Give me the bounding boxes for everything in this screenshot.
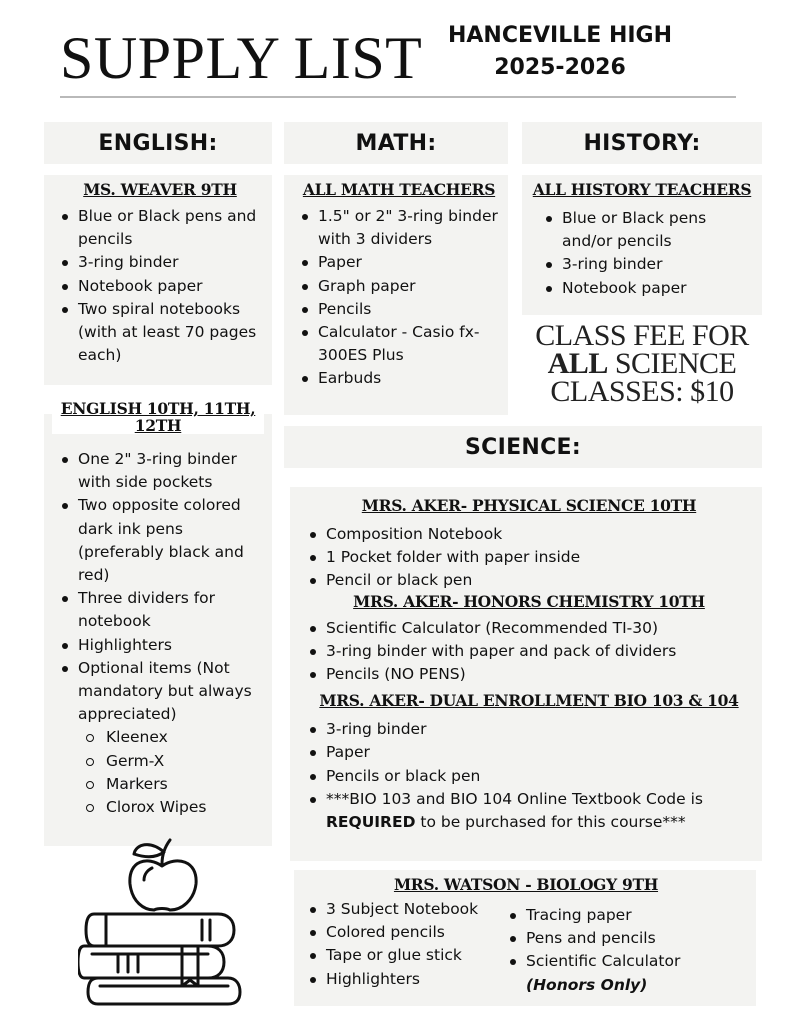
math-card — [284, 175, 508, 415]
bio-note-pre: ***BIO 103 and BIO 104 Online Textbook Code is — [326, 789, 703, 808]
list-item: Paper — [304, 741, 754, 764]
list-item: Optional items (Not mandatory but always appreciated) — [56, 657, 264, 727]
biology-9th-columns — [304, 898, 748, 997]
list-item: 3-ring binder — [540, 253, 756, 276]
optional-list — [56, 726, 264, 819]
list-item: Calculator - Casio fx-300ES Plus — [296, 321, 502, 367]
list-item: Notebook paper — [540, 277, 756, 300]
list-item: Colored pencils — [304, 921, 504, 944]
school-label: HANCEVILLE HIGH — [447, 23, 673, 48]
header-divider — [60, 96, 736, 98]
list-item: Pencils (NO PENS) — [304, 663, 754, 686]
bio-note-post: to be purchased for this course*** — [420, 813, 686, 832]
list-item: Paper — [296, 251, 502, 274]
bio-list — [304, 718, 754, 834]
biology-9th-list-1 — [304, 898, 504, 997]
math-list — [296, 205, 502, 391]
honors-note-item — [504, 974, 744, 997]
list-item: Two spiral notebooks (with at least 70 pages each) — [56, 298, 264, 368]
biology-9th-list-2 — [504, 904, 744, 997]
english-upper-teacher: ENGLISH 10TH, 11TH, 12TH — [52, 400, 264, 434]
list-item: Pens and pencils — [504, 927, 744, 950]
list-item: Blue or Black pens and/or pencils — [540, 207, 756, 253]
math-heading: MATH: — [284, 122, 508, 164]
page-title: SUPPLY LIST — [60, 25, 423, 91]
math-teacher: ALL MATH TEACHERS — [302, 180, 496, 199]
list-item: Notebook paper — [56, 275, 264, 298]
list-item: Kleenex — [78, 726, 264, 749]
list-item: Composition Notebook — [304, 523, 754, 546]
biology-9th-card — [294, 870, 756, 1006]
science-heading: SCIENCE: — [284, 426, 762, 468]
school-name — [420, 20, 700, 84]
english-upper-card — [44, 399, 272, 846]
list-item: 3 Subject Notebook — [304, 898, 504, 921]
fee-line1: CLASS FEE FOR — [535, 319, 749, 352]
school-year: 2025-2026 — [494, 55, 626, 80]
physical-science-teacher: MRS. AKER- PHYSICAL SCIENCE 10TH — [361, 496, 697, 515]
science-aker-card — [290, 487, 762, 861]
list-item: Markers — [78, 773, 264, 796]
list-item: Two opposite colored dark ink pens (preferably black and red) — [56, 494, 264, 587]
chemistry-teacher: MRS. AKER- HONORS CHEMISTRY 10TH — [353, 591, 705, 611]
english-upper-list — [56, 448, 264, 726]
list-item: Pencil or black pen — [304, 569, 754, 592]
list-item: 3-ring binder with paper and pack of dividers — [304, 640, 754, 663]
list-item: One 2" 3-ring binder with side pockets — [56, 448, 264, 494]
list-item: 3-ring binder — [56, 251, 264, 274]
list-item: Germ-X — [78, 750, 264, 773]
bio-note-required: REQUIRED — [326, 813, 416, 832]
list-item: Tape or glue stick — [304, 944, 504, 967]
list-item: Pencils — [296, 298, 502, 321]
list-item: 3-ring binder — [304, 718, 754, 741]
history-list — [540, 207, 756, 300]
list-item: Earbuds — [296, 367, 502, 390]
list-item: Scientific Calculator (Recommended TI-30) — [304, 617, 754, 640]
fee-line2: SCIENCE — [614, 347, 737, 380]
list-item: Clorox Wipes — [78, 796, 264, 819]
english-9th-list — [56, 205, 264, 367]
list-item: 1.5" or 2" 3-ring binder with 3 dividers — [296, 205, 502, 251]
list-item: Scientific Calculator — [504, 950, 744, 973]
list-item: Three dividers for notebook — [56, 587, 264, 633]
fee-all: ALL — [547, 347, 608, 380]
honors-note: (Honors Only) — [526, 975, 648, 994]
apple-books-icon — [78, 834, 248, 1006]
list-item: Blue or Black pens and pencils — [56, 205, 264, 251]
list-item: Graph paper — [296, 275, 502, 298]
physical-science-list — [304, 523, 754, 593]
history-heading: HISTORY: — [522, 122, 762, 164]
list-item: Highlighters — [304, 968, 504, 991]
english-9th-teacher: MS. WEAVER 9TH — [83, 180, 237, 199]
class-fee-notice — [526, 319, 758, 408]
list-item: Tracing paper — [504, 904, 744, 927]
list-item: Pencils or black pen — [304, 765, 754, 788]
list-item: 1 Pocket folder with paper inside — [304, 546, 754, 569]
fee-line3: CLASSES: $10 — [550, 375, 734, 408]
biology-9th-teacher: MRS. WATSON - BIOLOGY 9TH — [393, 875, 659, 894]
english-heading: ENGLISH: — [44, 122, 272, 164]
bio-teacher: MRS. AKER- DUAL ENROLLMENT BIO 103 & 104 — [319, 691, 739, 711]
list-item — [304, 788, 754, 834]
english-9th-card — [44, 175, 272, 385]
history-card — [522, 175, 762, 315]
history-teacher: ALL HISTORY TEACHERS — [532, 180, 752, 199]
chemistry-list — [304, 617, 754, 687]
list-item: Highlighters — [56, 634, 264, 657]
